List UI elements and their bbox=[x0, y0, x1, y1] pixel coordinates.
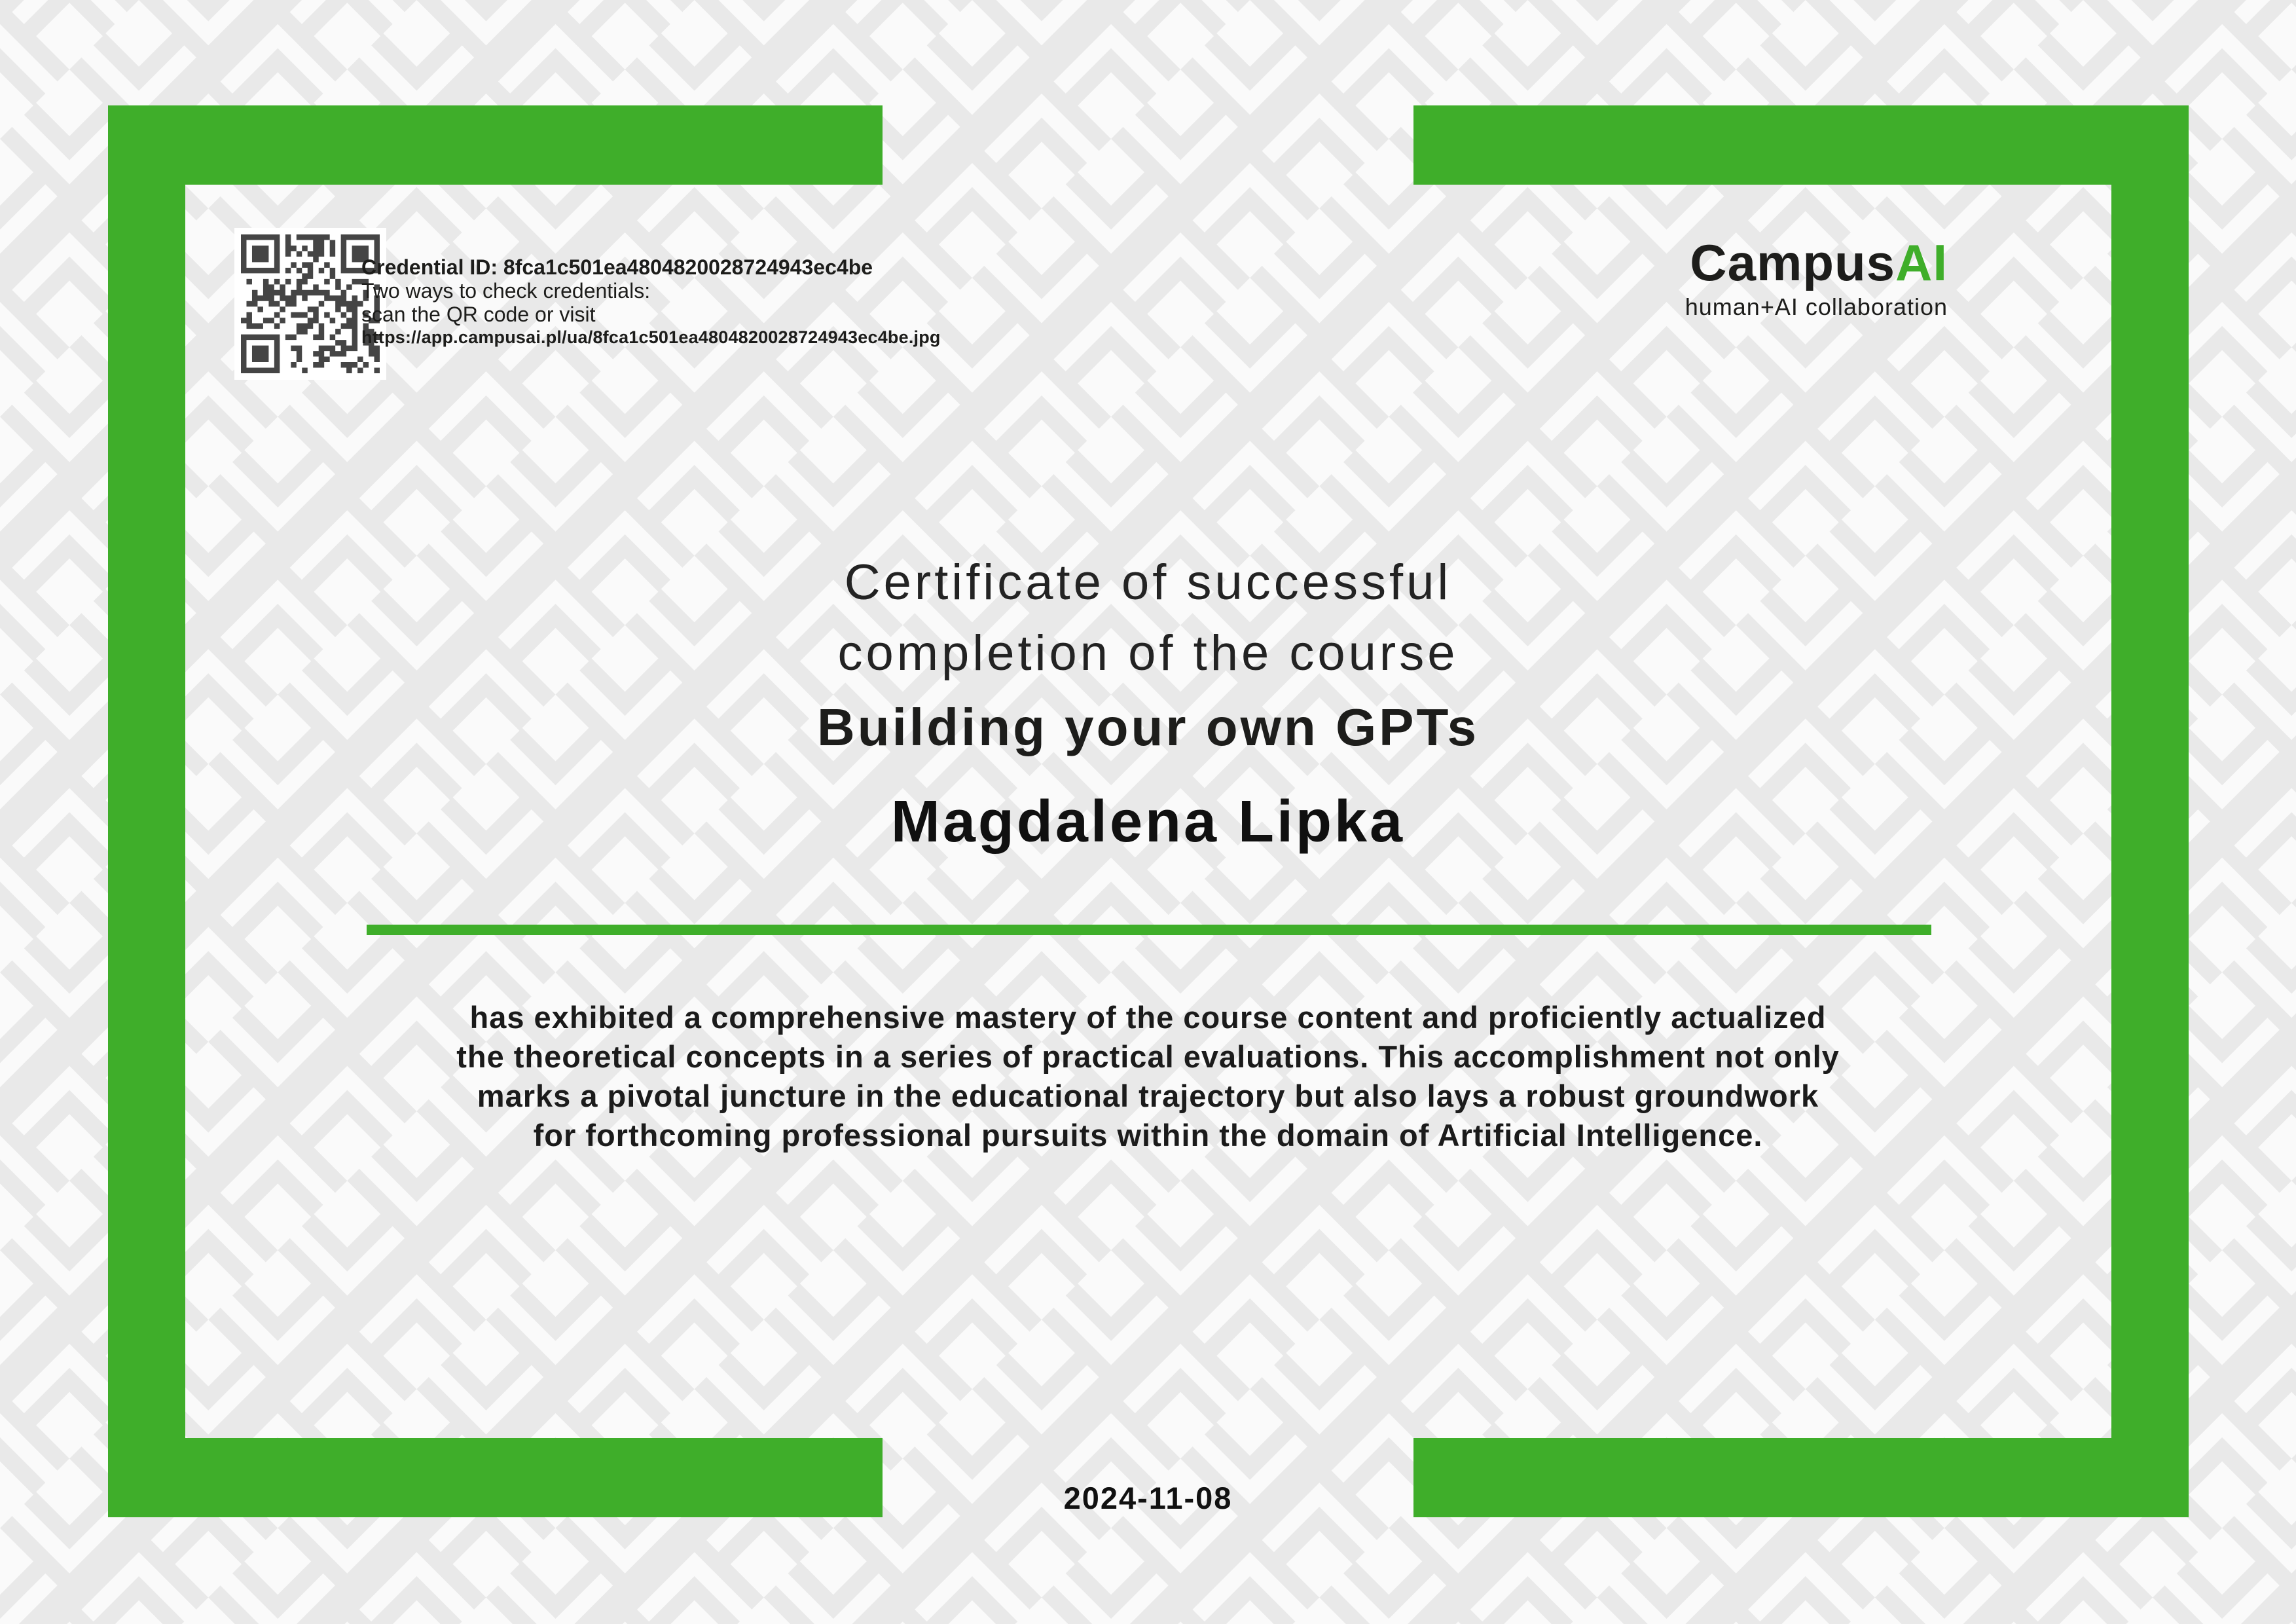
qr-code bbox=[241, 234, 380, 373]
body-paragraph bbox=[0, 998, 2296, 1155]
brand-wordmark bbox=[1685, 236, 1948, 289]
title-line-2: completion of the course bbox=[837, 625, 1459, 681]
credential-id-value: 8fca1c501ea4804820028724943ec4be bbox=[503, 255, 873, 279]
brand-logo bbox=[1685, 236, 1948, 321]
brand-tagline: human+AI collaboration bbox=[1685, 293, 1948, 320]
body-line: for forthcoming professional pursuits within the domain of Artificial Intelligence. bbox=[533, 1118, 1763, 1153]
recipient-name: Magdalena Lipka bbox=[890, 789, 1406, 855]
frame-top-left-arm bbox=[108, 105, 883, 185]
issue-date: 2024-11-08 bbox=[1063, 1481, 1233, 1515]
credential-check-line: Two ways to check credentials: bbox=[361, 279, 651, 303]
frame-top-right-arm bbox=[1413, 105, 2189, 185]
credential-id-label: Credential ID: bbox=[361, 255, 498, 279]
credential-scan-line: scan the QR code or visit bbox=[361, 303, 596, 326]
certificate-title bbox=[0, 547, 2296, 766]
credential-url: https://app.campusai.pl/ua/8fca1c501ea4804820028724943ec4be.jpg bbox=[361, 327, 941, 347]
brand-accent: AI bbox=[1895, 234, 1948, 291]
title-line-1: Certificate of successful bbox=[844, 555, 1452, 610]
body-line: marks a pivotal juncture in the educational trajectory but also lays a robust groundwork bbox=[477, 1079, 1819, 1113]
body-line: the theoretical concepts in a series of practical evaluations. This accomplishment not only bbox=[456, 1039, 1840, 1074]
credential-block bbox=[361, 255, 941, 348]
course-name: Building your own GPTs bbox=[817, 698, 1479, 756]
brand-primary: Campus bbox=[1690, 234, 1895, 291]
credential-id-line bbox=[361, 255, 941, 279]
divider-line bbox=[367, 925, 1931, 935]
body-line: has exhibited a comprehensive mastery of the course content and proficiently actualized bbox=[469, 1000, 1827, 1035]
